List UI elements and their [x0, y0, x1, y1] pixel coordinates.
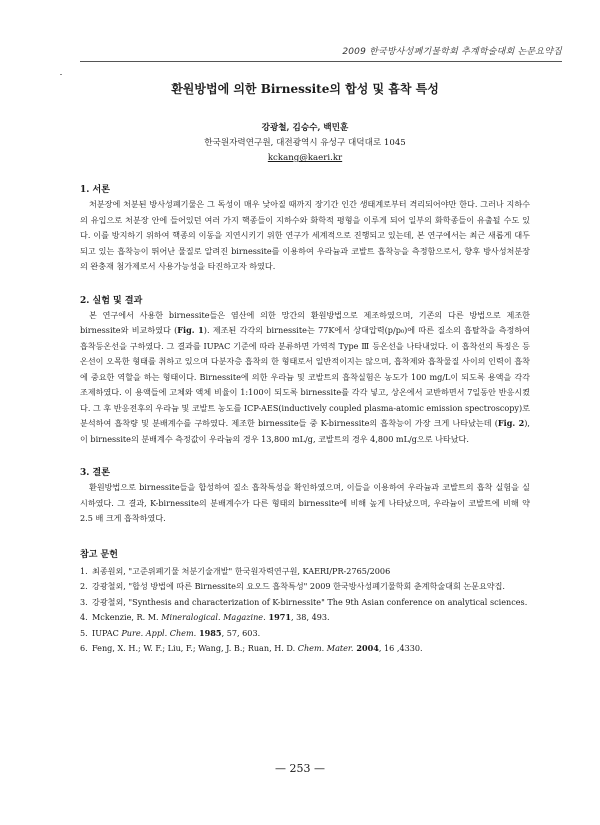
reference-item	[80, 579, 530, 595]
reference-text: 강광철외, "Synthesis and characterization of K-birnessite" The 9th Asian conference on analytical sciences.	[92, 596, 528, 607]
author-email-link[interactable]: kckang@kaeri.kr	[267, 153, 343, 163]
reference-year: 2004	[353, 643, 379, 653]
reference-number: 2.	[80, 581, 88, 591]
header-rule	[80, 61, 562, 62]
paper-title: 환원방법에 의한 Birnessite의 합성 및 흡착 특성	[171, 82, 439, 96]
experiment-text-3: ), 이 birnessite의 분배계수 측정값이 우라늄의 경우 13,800 mL/g, 코발트의 경우 4,800 mL/g으로 나타났다.	[80, 418, 530, 444]
reference-item	[80, 564, 530, 580]
author-names: 강광철, 김승수, 백민훈	[261, 123, 349, 133]
reference-item	[80, 626, 530, 642]
reference-item	[80, 595, 530, 611]
reference-year: 1985	[196, 627, 222, 638]
reference-number: 5.	[80, 627, 88, 638]
reference-list	[80, 564, 530, 657]
experiment-text-1: 본 연구에서 사용한 birnessite들은 염산에 의한 망간의 환원방법으로 제조하였으며, 기존의 다른 방법으로 제조한 birnessite와 비교하였다 (	[80, 309, 530, 335]
reference-item	[80, 610, 530, 626]
reference-journal: Chem. Mater.	[297, 643, 354, 653]
reference-volume: , 38, 493.	[291, 612, 330, 622]
section-heading-intro: 1. 서론	[80, 185, 110, 195]
reference-authors: Mckenzie, R. M.	[92, 612, 162, 622]
reference-volume: , 57, 603.	[221, 627, 261, 638]
reference-number: 1.	[80, 565, 88, 576]
reference-text: 강광철외, "합성 방법에 따른 Birnessite의 요오드 흡착특성" 2009 한국방사성폐기물학회 춘계학술대회 논문요약집.	[92, 581, 506, 591]
figure-ref-2: Fig. 2	[497, 418, 525, 428]
reference-year: 1971	[265, 612, 292, 622]
section-body-intro: 처분장에 처분된 방사성폐기물은 그 독성이 매우 낮아질 때까지 장기간 인간 생태계로부터 격리되어야만 한다. 그러나 지하수의 유입으로 처분장 안에 들어있던 여러 가지 핵종들이 지하수와 화학적 평형을 이루게 되어 일부의 화학종들이 유출될 수도 있다. 이를 방지하기 위하여 핵종의 이동을 지연시키기 위한 연구가 세계적으로 진행되고 있는데, 본 연구에서는 최근 새롭게 대두되고 있는 흡착능이 뛰어난 물질로 알려진 birnessite를 이용하여 우라늄과 코발트 흡착능을 측정함으로서, 향후 방사성처분장의 완충재 첨가제로서 사용가능성을 타진하고자 하였다.	[80, 199, 530, 271]
section-body-experiment	[80, 308, 530, 448]
reference-authors: Feng, X. H.; W. F.; Liu, F.; Wang, J. B.; Ruan, H. D.	[92, 643, 298, 653]
scan-mark	[60, 74, 62, 75]
section-heading-references: 참고 문헌	[80, 549, 118, 560]
section-heading-conclusion: 3. 결론	[80, 468, 110, 478]
reference-volume: , 16 ,4330.	[378, 643, 423, 653]
running-header: 2009 한국방사성폐기물학회 추계학술대회 논문요약집	[342, 47, 562, 57]
reference-journal: Mineralogical. Magazine.	[161, 612, 266, 622]
page-number: — 253 —	[275, 762, 325, 775]
reference-journal: Pure. Appl. Chem.	[121, 627, 197, 638]
reference-text: 최종원외, "고준위폐기물 처분기술개발" 한국원자력연구원, KAERI/PR-2765/2006	[92, 565, 391, 576]
reference-number: 6.	[80, 643, 88, 653]
experiment-text-2: ). 제조된 각각의 birnessite는 77K에서 상대압력(p/p₀)에 따른 질소의 흡탈착을 측정하여 흡착등온선을 구하였다. 그 결과를 IUPAC 기준에 따라 분류하면 가역적 Type Ⅲ 등온선을 나타내었다. 이 흡착선의 특징은 등온선이 오목한 형태를 취하고 있으며 다분자층 흡착의 한 형태로서 일반적이지는 않으며, 흡착제와 흡착물질 사이의 인력이 흡착에 중요한 역할을 하는 형태이다. Birnessite에 의한 우라늄 및 코발트의 흡착실험은 농도가 100 mg/L이 되도록 용액을 각각 조제하였다. 이 용액들에 고체와 액체 비율이 1:100이 되도록 birnessite를 각각 넣고, 상온에서 교반하면서 7일동안 반응시켰다. 그 후 반응전후의 우라늄 및 코발트 농도를 ICP-AES(inductively coupled plasma-atomic emission spectroscopy)로 분석하여 흡착량 및 분배계수를 구하였다. 제조한 birnessite들 중 K-birnessite의 흡착능이 가장 크게 나타났는데 (	[80, 325, 531, 428]
paper-content	[80, 72, 530, 657]
section-body-conclusion: 환원방법으로 birnessite들을 합성하여 질소 흡착특성을 확인하였으며, 이들을 이용하여 우라늄과 코발트의 흡착 실험을 실시하였다. 그 결과, K-birnessite의 분배계수가 다른 형태의 birnessite에 비해 높게 나타났으며, 우라늄이 코발트에 비해 약 2.5 배 크게 흡착하였다.	[80, 482, 530, 523]
reference-authors: IUPAC	[92, 627, 122, 638]
reference-item	[80, 641, 530, 657]
reference-number: 3.	[80, 596, 88, 607]
figure-ref-1: Fig. 1	[177, 325, 204, 335]
section-heading-experiment: 2. 실험 및 결과	[80, 295, 143, 306]
reference-number: 4.	[80, 612, 88, 622]
author-block	[80, 121, 530, 166]
author-affiliation: 한국원자력연구원, 대전광역시 유성구 대덕대로 1045	[204, 138, 406, 148]
